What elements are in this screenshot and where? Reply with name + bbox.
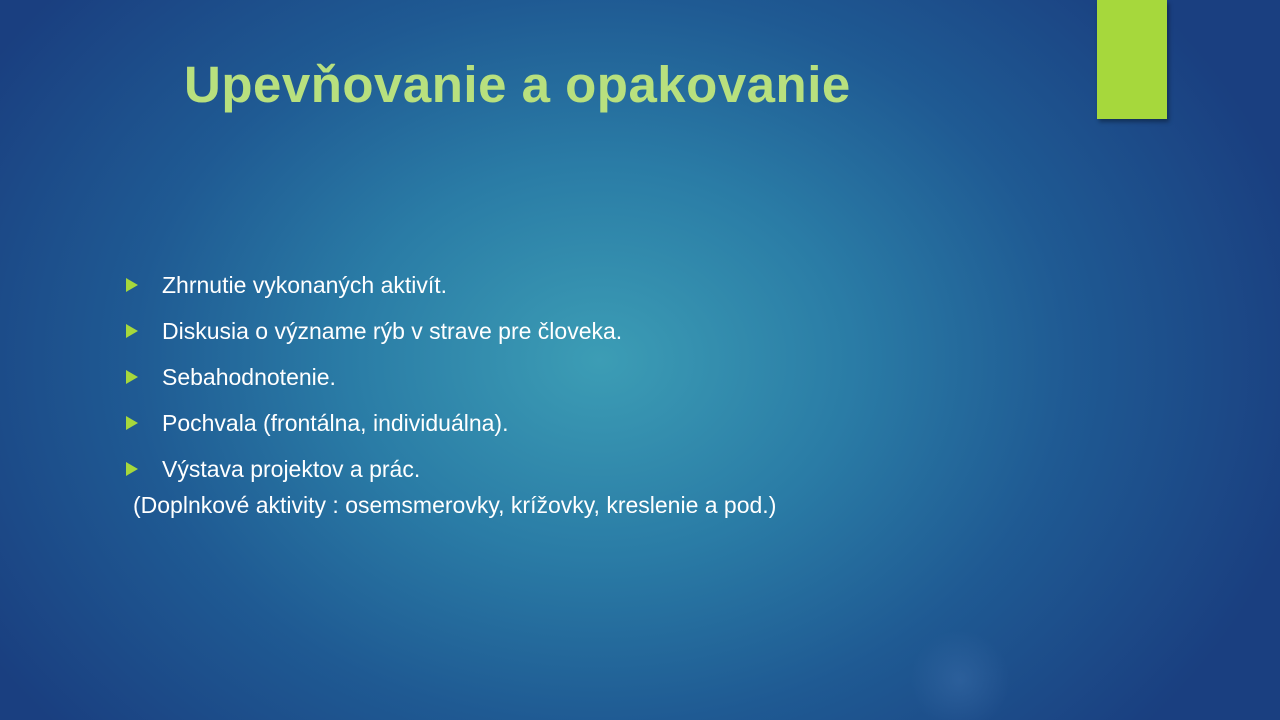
bullet-item (126, 446, 622, 492)
supplementary-note: (Doplnkové aktivity : osemsmerovky, krížovky, kreslenie a pod.) (133, 492, 777, 518)
bullet-text: Pochvala (frontálna, individuálna). (162, 409, 509, 436)
bullet-item (126, 400, 622, 446)
triangle-right-icon (126, 462, 138, 476)
accent-bar (1097, 0, 1167, 119)
triangle-right-icon (126, 278, 138, 292)
bullet-item (126, 262, 622, 308)
bullet-text: Sebahodnotenie. (162, 363, 336, 390)
triangle-right-icon (126, 370, 138, 384)
bullet-item (126, 308, 622, 354)
bullet-item (126, 354, 622, 400)
background-glow (910, 630, 1010, 720)
triangle-right-icon (126, 324, 138, 338)
triangle-right-icon (126, 416, 138, 430)
slide-title: Upevňovanie a opakovanie (184, 56, 851, 113)
bullet-text: Diskusia o význame rýb v strave pre človeka. (162, 317, 623, 344)
bullet-text: Zhrnutie vykonaných aktivít. (162, 271, 448, 298)
bullet-list (126, 262, 622, 492)
bullet-text: Výstava projektov a prác. (162, 455, 421, 482)
